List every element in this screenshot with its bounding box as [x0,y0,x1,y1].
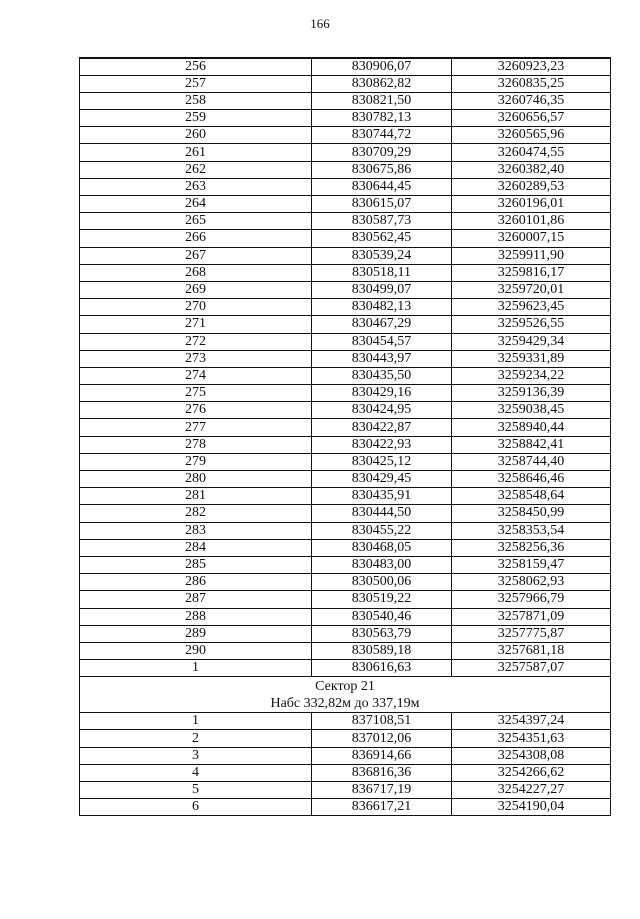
point-number-cell: 5 [80,782,312,799]
y-coordinate-cell: 3258646,46 [452,471,611,488]
point-number-cell: 265 [80,213,312,230]
y-coordinate-cell: 3259038,45 [452,402,611,419]
x-coordinate-cell: 830744,72 [312,127,452,144]
y-coordinate-cell: 3260656,57 [452,110,611,127]
x-coordinate-cell: 830562,45 [312,230,452,247]
point-number-cell: 257 [80,75,312,92]
y-coordinate-cell: 3254266,62 [452,764,611,781]
x-coordinate-cell: 830587,73 [312,213,452,230]
point-number-cell: 263 [80,178,312,195]
table-row [80,402,611,419]
point-number-cell: 269 [80,281,312,298]
y-coordinate-cell: 3257966,79 [452,591,611,608]
y-coordinate-cell: 3258842,41 [452,436,611,453]
x-coordinate-cell: 830782,13 [312,110,452,127]
y-coordinate-cell: 3259429,34 [452,333,611,350]
point-number-cell: 1 [80,713,312,730]
x-coordinate-cell: 830422,87 [312,419,452,436]
point-number-cell: 284 [80,539,312,556]
x-coordinate-cell: 830616,63 [312,660,452,677]
table-row [80,333,611,350]
y-coordinate-cell: 3254190,04 [452,799,611,816]
y-coordinate-cell: 3257681,18 [452,642,611,659]
y-coordinate-cell: 3254351,63 [452,730,611,747]
table-row [80,539,611,556]
x-coordinate-cell: 830455,22 [312,522,452,539]
point-number-cell: 264 [80,196,312,213]
point-number-cell: 283 [80,522,312,539]
y-coordinate-cell: 3258940,44 [452,419,611,436]
point-number-cell: 268 [80,264,312,281]
x-coordinate-cell: 830467,29 [312,316,452,333]
x-coordinate-cell: 830615,07 [312,196,452,213]
point-number-cell: 271 [80,316,312,333]
table-row [80,747,611,764]
point-number-cell: 259 [80,110,312,127]
x-coordinate-cell: 830821,50 [312,92,452,109]
point-number-cell: 274 [80,367,312,384]
table-row [80,213,611,230]
x-coordinate-cell: 830443,97 [312,350,452,367]
x-coordinate-cell: 836717,19 [312,782,452,799]
point-number-cell: 289 [80,625,312,642]
sector-title: Сектор 21 [315,678,375,694]
table-row [80,556,611,573]
point-number-cell: 2 [80,730,312,747]
y-coordinate-cell: 3258353,54 [452,522,611,539]
y-coordinate-cell: 3258062,93 [452,574,611,591]
point-number-cell: 275 [80,385,312,402]
y-coordinate-cell: 3260196,01 [452,196,611,213]
point-number-cell: 272 [80,333,312,350]
y-coordinate-cell: 3254308,08 [452,747,611,764]
table-row [80,196,611,213]
table-row [80,608,611,625]
table-row [80,419,611,436]
x-coordinate-cell: 830435,50 [312,367,452,384]
table-row [80,247,611,264]
table-row [80,782,611,799]
y-coordinate-cell: 3254397,24 [452,713,611,730]
y-coordinate-cell: 3259331,89 [452,350,611,367]
table-row [80,316,611,333]
y-coordinate-cell: 3259720,01 [452,281,611,298]
point-number-cell: 278 [80,436,312,453]
point-number-cell: 260 [80,127,312,144]
table-row [80,350,611,367]
x-coordinate-cell: 830644,45 [312,178,452,195]
table-row [80,110,611,127]
y-coordinate-cell: 3259623,45 [452,299,611,316]
table-row [80,471,611,488]
y-coordinate-cell: 3258450,99 [452,505,611,522]
point-number-cell: 279 [80,453,312,470]
point-number-cell: 1 [80,660,312,677]
point-number-cell: 262 [80,161,312,178]
x-coordinate-cell: 830518,11 [312,264,452,281]
point-number-cell: 276 [80,402,312,419]
y-coordinate-cell: 3260382,40 [452,161,611,178]
x-coordinate-cell: 830539,24 [312,247,452,264]
x-coordinate-cell: 830435,91 [312,488,452,505]
y-coordinate-cell: 3259911,90 [452,247,611,264]
point-number-cell: 286 [80,574,312,591]
table-row [80,436,611,453]
y-coordinate-cell: 3258548,64 [452,488,611,505]
point-number-cell: 267 [80,247,312,264]
table-row [80,660,611,677]
x-coordinate-cell: 830444,50 [312,505,452,522]
table-row [80,75,611,92]
y-coordinate-cell: 3260565,96 [452,127,611,144]
point-number-cell: 281 [80,488,312,505]
point-number-cell: 258 [80,92,312,109]
table-row [80,713,611,730]
y-coordinate-cell: 3258744,40 [452,453,611,470]
point-number-cell: 280 [80,471,312,488]
sector-header-cell [80,677,611,713]
y-coordinate-cell: 3260835,25 [452,75,611,92]
table-row [80,453,611,470]
table-row [80,625,611,642]
table-row [80,161,611,178]
y-coordinate-cell: 3260101,86 [452,213,611,230]
y-coordinate-cell: 3259816,17 [452,264,611,281]
y-coordinate-cell: 3260474,55 [452,144,611,161]
y-coordinate-cell: 3258256,36 [452,539,611,556]
x-coordinate-cell: 830483,00 [312,556,452,573]
table-row [80,488,611,505]
table-row [80,127,611,144]
table-row [80,799,611,816]
table-row [80,58,611,75]
x-coordinate-cell: 830675,86 [312,161,452,178]
y-coordinate-cell: 3258159,47 [452,556,611,573]
x-coordinate-cell: 830422,93 [312,436,452,453]
point-number-cell: 273 [80,350,312,367]
table-row [80,505,611,522]
table-row [80,385,611,402]
y-coordinate-cell: 3260923,23 [452,58,611,75]
point-number-cell: 261 [80,144,312,161]
x-coordinate-cell: 830429,16 [312,385,452,402]
x-coordinate-cell: 830862,82 [312,75,452,92]
table-row [80,730,611,747]
x-coordinate-cell: 830540,46 [312,608,452,625]
x-coordinate-cell: 830499,07 [312,281,452,298]
table-row [80,299,611,316]
table-row [80,92,611,109]
x-coordinate-cell: 830454,57 [312,333,452,350]
y-coordinate-cell: 3257587,07 [452,660,611,677]
point-number-cell: 6 [80,799,312,816]
x-coordinate-cell: 830519,22 [312,591,452,608]
table-row [80,281,611,298]
x-coordinate-cell: 830425,12 [312,453,452,470]
x-coordinate-cell: 830906,07 [312,58,452,75]
page-number: 166 [310,16,330,31]
y-coordinate-cell: 3257871,09 [452,608,611,625]
point-number-cell: 287 [80,591,312,608]
table-row [80,178,611,195]
y-coordinate-cell: 3260746,35 [452,92,611,109]
point-number-cell: 256 [80,58,312,75]
point-number-cell: 270 [80,299,312,316]
y-coordinate-cell: 3259234,22 [452,367,611,384]
x-coordinate-cell: 836617,21 [312,799,452,816]
point-number-cell: 290 [80,642,312,659]
y-coordinate-cell: 3260007,15 [452,230,611,247]
table-row [80,591,611,608]
table-row [80,642,611,659]
y-coordinate-cell: 3254227,27 [452,782,611,799]
table-row [80,367,611,384]
sector-header-row [80,677,611,713]
x-coordinate-cell: 837012,06 [312,730,452,747]
sector-elevation-range: Набс 332,82м до 337,19м [270,695,420,711]
x-coordinate-cell: 830500,06 [312,574,452,591]
table-row [80,144,611,161]
y-coordinate-cell: 3259136,39 [452,385,611,402]
table-row [80,230,611,247]
coordinates-table-body [80,58,611,816]
point-number-cell: 277 [80,419,312,436]
table-row [80,522,611,539]
point-number-cell: 266 [80,230,312,247]
point-number-cell: 285 [80,556,312,573]
table-row [80,264,611,281]
x-coordinate-cell: 830429,45 [312,471,452,488]
y-coordinate-cell: 3260289,53 [452,178,611,195]
point-number-cell: 288 [80,608,312,625]
table-row [80,764,611,781]
x-coordinate-cell: 836914,66 [312,747,452,764]
y-coordinate-cell: 3259526,55 [452,316,611,333]
x-coordinate-cell: 836816,36 [312,764,452,781]
table-row [80,574,611,591]
point-number-cell: 4 [80,764,312,781]
coordinates-table [79,57,611,816]
point-number-cell: 282 [80,505,312,522]
x-coordinate-cell: 837108,51 [312,713,452,730]
x-coordinate-cell: 830424,95 [312,402,452,419]
x-coordinate-cell: 830468,05 [312,539,452,556]
x-coordinate-cell: 830482,13 [312,299,452,316]
x-coordinate-cell: 830589,18 [312,642,452,659]
x-coordinate-cell: 830709,29 [312,144,452,161]
x-coordinate-cell: 830563,79 [312,625,452,642]
y-coordinate-cell: 3257775,87 [452,625,611,642]
point-number-cell: 3 [80,747,312,764]
